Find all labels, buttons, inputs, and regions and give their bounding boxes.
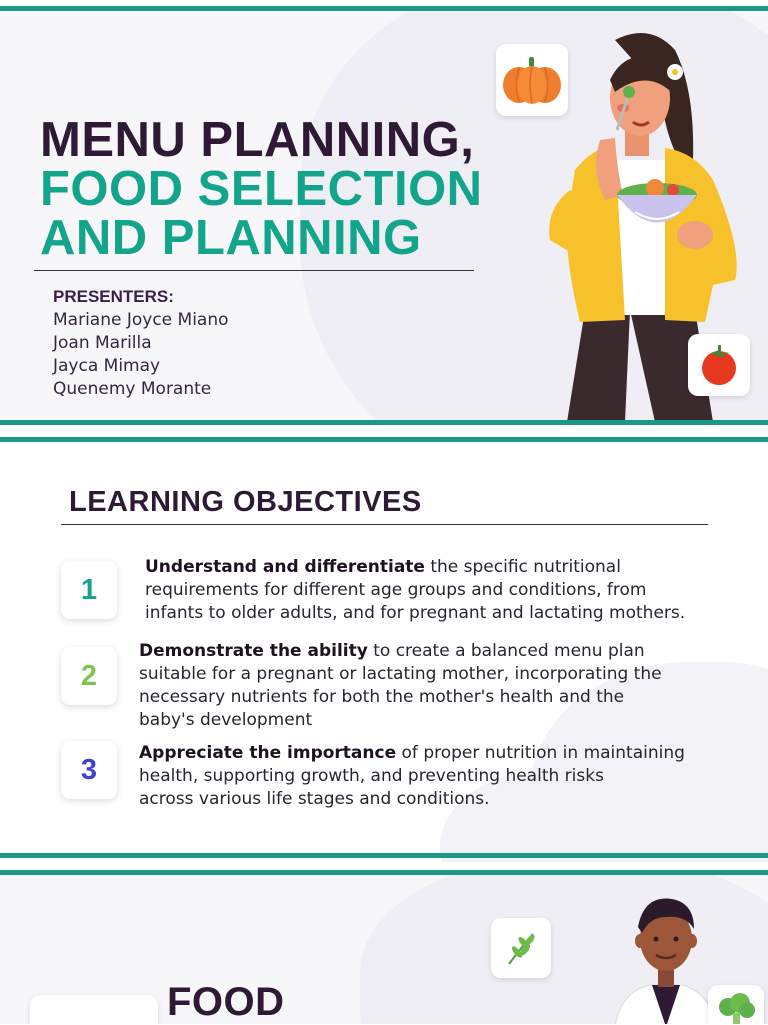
tomato-icon (697, 344, 741, 386)
objective-2-line-4: baby's development (139, 710, 313, 730)
objective-number-1: 1 (61, 561, 117, 619)
objective-2-line-1 (139, 640, 759, 663)
title-line-2: FOOD SELECTION (40, 162, 483, 216)
heading-divider (61, 524, 708, 525)
learning-objectives-heading: LEARNING OBJECTIVES (69, 486, 422, 518)
title-line-1: MENU PLANNING, (40, 113, 475, 167)
objective-number-3: 3 (61, 741, 117, 799)
top-border (0, 6, 768, 11)
objective-3-line-2: health, supporting growth, and preventing health risks (139, 766, 604, 786)
presenter-name: Joan Marilla (53, 333, 152, 353)
objective-number-2: 2 (61, 647, 117, 705)
title-line-3: AND PLANNING (40, 211, 422, 265)
objective-1-line-1 (145, 556, 760, 579)
objective-2-line-2: suitable for a pregnant or lactating mother, incorporating the (139, 664, 662, 684)
objective-3-line-1-rest: of proper nutrition in maintaining (396, 743, 685, 763)
title-slide (0, 12, 768, 420)
title-divider (34, 270, 474, 271)
slide1-bottom-border (0, 420, 768, 425)
tomato-icon-card (688, 334, 750, 396)
objective-1-line-1-rest: the specific nutritional (424, 557, 621, 577)
objective-3 (139, 742, 759, 811)
herb-icon-card (30, 995, 158, 1024)
presenters-label: PRESENTERS: (53, 287, 174, 306)
objective-2-emphasis: Demonstrate the ability (139, 641, 368, 661)
food-heading: FOOD (167, 980, 285, 1024)
objective-3-emphasis: Appreciate the importance (139, 743, 397, 763)
objective-1-line-2: requirements for different age groups and conditions, from (145, 580, 647, 600)
presenter-name: Mariane Joyce Miano (53, 310, 229, 330)
broccoli-icon-card (708, 985, 764, 1024)
presenter-name: Quenemy Morante (53, 379, 212, 399)
presenter-name: Jayca Mimay (53, 356, 161, 376)
objective-2-line-1-rest: to create a balanced menu plan (367, 641, 645, 661)
food-slide (0, 875, 768, 1024)
herb-sprig-icon (501, 928, 541, 968)
objective-1-line-3: infants to older adults, and for pregnant and lactating mothers. (145, 603, 686, 623)
objective-1-emphasis: Understand and differentiate (145, 557, 425, 577)
objective-2 (139, 640, 759, 732)
slide2-bottom-border (0, 853, 768, 858)
objective-3-line-3: across various life stages and conditions. (139, 789, 490, 809)
broccoli-icon (716, 993, 756, 1024)
objective-2-line-3: necessary nutrients for both the mother's health and the (139, 687, 625, 707)
objective-3-line-1 (139, 742, 759, 765)
objective-1 (145, 556, 760, 625)
herb-sprig-icon-card (491, 918, 551, 978)
